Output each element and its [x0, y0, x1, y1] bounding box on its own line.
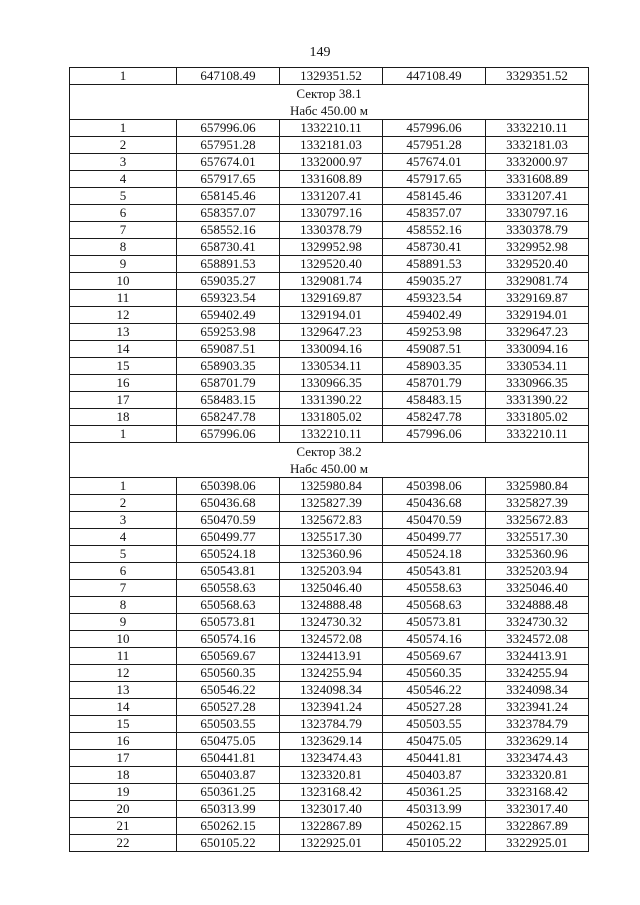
y-local-coordinate-cell: 3323629.14	[486, 733, 589, 750]
x-local-coordinate-cell: 450313.99	[383, 801, 486, 818]
y-local-coordinate-cell: 3324888.48	[486, 597, 589, 614]
x-coordinate-cell: 650361.25	[177, 784, 280, 801]
table-row	[70, 188, 589, 205]
x-local-coordinate-cell: 450403.87	[383, 767, 486, 784]
x-coordinate-cell: 650568.63	[177, 597, 280, 614]
point-number-cell: 10	[70, 631, 177, 648]
x-local-coordinate-cell: 447108.49	[383, 68, 486, 85]
table-row	[70, 222, 589, 239]
x-local-coordinate-cell: 459253.98	[383, 324, 486, 341]
y-coordinate-cell: 1329520.40	[280, 256, 383, 273]
table-row	[70, 137, 589, 154]
point-number-cell: 9	[70, 614, 177, 631]
x-coordinate-cell: 650105.22	[177, 835, 280, 852]
x-local-coordinate-cell: 450398.06	[383, 478, 486, 495]
x-local-coordinate-cell: 458483.15	[383, 392, 486, 409]
point-number-cell: 17	[70, 750, 177, 767]
section-title: Сектор 38.2	[296, 444, 362, 459]
x-local-coordinate-cell: 450524.18	[383, 546, 486, 563]
table-row	[70, 750, 589, 767]
point-number-cell: 16	[70, 733, 177, 750]
table-row	[70, 120, 589, 137]
x-coordinate-cell: 657996.06	[177, 120, 280, 137]
y-local-coordinate-cell: 3325517.30	[486, 529, 589, 546]
x-local-coordinate-cell: 457951.28	[383, 137, 486, 154]
y-local-coordinate-cell: 3332000.97	[486, 154, 589, 171]
point-number-cell: 8	[70, 597, 177, 614]
point-number-cell: 19	[70, 784, 177, 801]
point-number-cell: 15	[70, 358, 177, 375]
table-row	[70, 392, 589, 409]
point-number-cell: 2	[70, 137, 177, 154]
y-coordinate-cell: 1324888.48	[280, 597, 383, 614]
y-coordinate-cell: 1325672.83	[280, 512, 383, 529]
y-coordinate-cell: 1332210.11	[280, 426, 383, 443]
x-coordinate-cell: 658891.53	[177, 256, 280, 273]
y-local-coordinate-cell: 3323320.81	[486, 767, 589, 784]
y-coordinate-cell: 1331805.02	[280, 409, 383, 426]
y-coordinate-cell: 1322925.01	[280, 835, 383, 852]
table-row	[70, 68, 589, 85]
table-row	[70, 290, 589, 307]
y-coordinate-cell: 1325046.40	[280, 580, 383, 597]
y-local-coordinate-cell: 3330966.35	[486, 375, 589, 392]
y-coordinate-cell: 1325827.39	[280, 495, 383, 512]
x-coordinate-cell: 658247.78	[177, 409, 280, 426]
x-coordinate-cell: 650403.87	[177, 767, 280, 784]
x-local-coordinate-cell: 450573.81	[383, 614, 486, 631]
point-number-cell: 1	[70, 120, 177, 137]
table-row	[70, 580, 589, 597]
table-row	[70, 546, 589, 563]
y-coordinate-cell: 1324572.08	[280, 631, 383, 648]
x-coordinate-cell: 657951.28	[177, 137, 280, 154]
x-coordinate-cell: 650573.81	[177, 614, 280, 631]
y-local-coordinate-cell: 3331805.02	[486, 409, 589, 426]
table-row	[70, 614, 589, 631]
point-number-cell: 18	[70, 767, 177, 784]
table-row	[70, 631, 589, 648]
y-coordinate-cell: 1323474.43	[280, 750, 383, 767]
y-coordinate-cell: 1325517.30	[280, 529, 383, 546]
table-row	[70, 375, 589, 392]
point-number-cell: 12	[70, 307, 177, 324]
x-coordinate-cell: 658483.15	[177, 392, 280, 409]
x-coordinate-cell: 657996.06	[177, 426, 280, 443]
x-coordinate-cell: 658145.46	[177, 188, 280, 205]
y-coordinate-cell: 1325980.84	[280, 478, 383, 495]
table-row	[70, 307, 589, 324]
table-row	[70, 273, 589, 290]
x-local-coordinate-cell: 458903.35	[383, 358, 486, 375]
y-local-coordinate-cell: 3332181.03	[486, 137, 589, 154]
x-coordinate-cell: 650543.81	[177, 563, 280, 580]
y-local-coordinate-cell: 3325203.94	[486, 563, 589, 580]
x-coordinate-cell: 650574.16	[177, 631, 280, 648]
y-coordinate-cell: 1323941.24	[280, 699, 383, 716]
point-number-cell: 3	[70, 512, 177, 529]
y-coordinate-cell: 1323784.79	[280, 716, 383, 733]
point-number-cell: 22	[70, 835, 177, 852]
point-number-cell: 15	[70, 716, 177, 733]
x-coordinate-cell: 650475.05	[177, 733, 280, 750]
x-coordinate-cell: 650499.77	[177, 529, 280, 546]
y-coordinate-cell: 1330378.79	[280, 222, 383, 239]
coordinates-table	[69, 67, 589, 852]
x-coordinate-cell: 650503.55	[177, 716, 280, 733]
y-coordinate-cell: 1330534.11	[280, 358, 383, 375]
y-coordinate-cell: 1330797.16	[280, 205, 383, 222]
x-local-coordinate-cell: 450262.15	[383, 818, 486, 835]
table-row	[70, 818, 589, 835]
point-number-cell: 13	[70, 324, 177, 341]
x-coordinate-cell: 659402.49	[177, 307, 280, 324]
y-local-coordinate-cell: 3325672.83	[486, 512, 589, 529]
point-number-cell: 5	[70, 546, 177, 563]
point-number-cell: 1	[70, 478, 177, 495]
table-row	[70, 835, 589, 852]
y-coordinate-cell: 1325203.94	[280, 563, 383, 580]
x-local-coordinate-cell: 458730.41	[383, 239, 486, 256]
y-local-coordinate-cell: 3329351.52	[486, 68, 589, 85]
section-title: Сектор 38.1	[296, 86, 362, 101]
y-local-coordinate-cell: 3323017.40	[486, 801, 589, 818]
x-local-coordinate-cell: 457996.06	[383, 426, 486, 443]
table-row	[70, 256, 589, 273]
section-header	[70, 443, 589, 478]
x-local-coordinate-cell: 450105.22	[383, 835, 486, 852]
y-coordinate-cell: 1330966.35	[280, 375, 383, 392]
x-coordinate-cell: 659087.51	[177, 341, 280, 358]
point-number-cell: 7	[70, 222, 177, 239]
y-coordinate-cell: 1325360.96	[280, 546, 383, 563]
y-coordinate-cell: 1332181.03	[280, 137, 383, 154]
x-local-coordinate-cell: 459035.27	[383, 273, 486, 290]
x-coordinate-cell: 650569.67	[177, 648, 280, 665]
x-coordinate-cell: 657674.01	[177, 154, 280, 171]
y-coordinate-cell: 1329952.98	[280, 239, 383, 256]
x-coordinate-cell: 650524.18	[177, 546, 280, 563]
y-local-coordinate-cell: 3324098.34	[486, 682, 589, 699]
x-coordinate-cell: 650560.35	[177, 665, 280, 682]
x-coordinate-cell: 650546.22	[177, 682, 280, 699]
table-row	[70, 665, 589, 682]
point-number-cell: 12	[70, 665, 177, 682]
page-number: 149	[309, 45, 331, 60]
point-number-cell: 2	[70, 495, 177, 512]
x-local-coordinate-cell: 458891.53	[383, 256, 486, 273]
y-coordinate-cell: 1323320.81	[280, 767, 383, 784]
y-local-coordinate-cell: 3324255.94	[486, 665, 589, 682]
point-number-cell: 8	[70, 239, 177, 256]
y-local-coordinate-cell: 3330378.79	[486, 222, 589, 239]
point-number-cell: 3	[70, 154, 177, 171]
point-number-cell: 6	[70, 563, 177, 580]
y-local-coordinate-cell: 3331390.22	[486, 392, 589, 409]
y-local-coordinate-cell: 3329520.40	[486, 256, 589, 273]
x-coordinate-cell: 650313.99	[177, 801, 280, 818]
x-coordinate-cell: 658357.07	[177, 205, 280, 222]
point-number-cell: 6	[70, 205, 177, 222]
table-row	[70, 239, 589, 256]
y-local-coordinate-cell: 3331207.41	[486, 188, 589, 205]
point-number-cell: 4	[70, 529, 177, 546]
table-row	[70, 426, 589, 443]
point-number-cell: 11	[70, 290, 177, 307]
x-local-coordinate-cell: 450568.63	[383, 597, 486, 614]
section-header-row	[70, 443, 589, 478]
x-local-coordinate-cell: 457996.06	[383, 120, 486, 137]
table-row	[70, 324, 589, 341]
table-row	[70, 512, 589, 529]
table-row	[70, 682, 589, 699]
y-coordinate-cell: 1324255.94	[280, 665, 383, 682]
table-row	[70, 171, 589, 188]
table-row	[70, 409, 589, 426]
point-number-cell: 9	[70, 256, 177, 273]
y-local-coordinate-cell: 3323941.24	[486, 699, 589, 716]
y-local-coordinate-cell: 3329647.23	[486, 324, 589, 341]
y-local-coordinate-cell: 3323784.79	[486, 716, 589, 733]
point-number-cell: 7	[70, 580, 177, 597]
x-local-coordinate-cell: 450569.67	[383, 648, 486, 665]
x-local-coordinate-cell: 450499.77	[383, 529, 486, 546]
x-coordinate-cell: 650436.68	[177, 495, 280, 512]
y-coordinate-cell: 1324413.91	[280, 648, 383, 665]
y-local-coordinate-cell: 3329194.01	[486, 307, 589, 324]
x-local-coordinate-cell: 450527.28	[383, 699, 486, 716]
x-local-coordinate-cell: 458552.16	[383, 222, 486, 239]
table-row	[70, 767, 589, 784]
x-local-coordinate-cell: 459402.49	[383, 307, 486, 324]
y-local-coordinate-cell: 3332210.11	[486, 426, 589, 443]
y-coordinate-cell: 1329169.87	[280, 290, 383, 307]
table-row	[70, 733, 589, 750]
y-local-coordinate-cell: 3324572.08	[486, 631, 589, 648]
table-row	[70, 648, 589, 665]
x-local-coordinate-cell: 458145.46	[383, 188, 486, 205]
y-coordinate-cell: 1329081.74	[280, 273, 383, 290]
y-coordinate-cell: 1324730.32	[280, 614, 383, 631]
x-coordinate-cell: 659323.54	[177, 290, 280, 307]
point-number-cell: 20	[70, 801, 177, 818]
x-local-coordinate-cell: 458247.78	[383, 409, 486, 426]
table-row	[70, 205, 589, 222]
y-local-coordinate-cell: 3332210.11	[486, 120, 589, 137]
y-coordinate-cell: 1332000.97	[280, 154, 383, 171]
x-coordinate-cell: 659035.27	[177, 273, 280, 290]
x-local-coordinate-cell: 450361.25	[383, 784, 486, 801]
point-number-cell: 14	[70, 699, 177, 716]
x-coordinate-cell: 650527.28	[177, 699, 280, 716]
x-coordinate-cell: 657917.65	[177, 171, 280, 188]
table-row	[70, 784, 589, 801]
y-coordinate-cell: 1323017.40	[280, 801, 383, 818]
table-row	[70, 529, 589, 546]
section-subtitle: Набс 450.00 м	[289, 103, 369, 118]
x-coordinate-cell: 658701.79	[177, 375, 280, 392]
y-local-coordinate-cell: 3325046.40	[486, 580, 589, 597]
x-local-coordinate-cell: 459323.54	[383, 290, 486, 307]
y-local-coordinate-cell: 3325360.96	[486, 546, 589, 563]
x-coordinate-cell: 650470.59	[177, 512, 280, 529]
x-local-coordinate-cell: 457674.01	[383, 154, 486, 171]
y-local-coordinate-cell: 3329081.74	[486, 273, 589, 290]
table-row	[70, 358, 589, 375]
point-number-cell: 14	[70, 341, 177, 358]
x-local-coordinate-cell: 450543.81	[383, 563, 486, 580]
table-row	[70, 478, 589, 495]
x-coordinate-cell: 650441.81	[177, 750, 280, 767]
y-local-coordinate-cell: 3330094.16	[486, 341, 589, 358]
x-coordinate-cell: 659253.98	[177, 324, 280, 341]
y-local-coordinate-cell: 3329952.98	[486, 239, 589, 256]
y-local-coordinate-cell: 3325980.84	[486, 478, 589, 495]
x-coordinate-cell: 647108.49	[177, 68, 280, 85]
x-local-coordinate-cell: 450558.63	[383, 580, 486, 597]
table-row	[70, 495, 589, 512]
y-coordinate-cell: 1323629.14	[280, 733, 383, 750]
x-local-coordinate-cell: 450436.68	[383, 495, 486, 512]
point-number-cell: 13	[70, 682, 177, 699]
x-local-coordinate-cell: 450475.05	[383, 733, 486, 750]
y-local-coordinate-cell: 3325827.39	[486, 495, 589, 512]
y-coordinate-cell: 1322867.89	[280, 818, 383, 835]
x-coordinate-cell: 650262.15	[177, 818, 280, 835]
coordinates-table-body	[70, 68, 589, 852]
section-subtitle: Набс 450.00 м	[289, 461, 369, 476]
y-local-coordinate-cell: 3324730.32	[486, 614, 589, 631]
point-number-cell: 17	[70, 392, 177, 409]
section-header	[70, 85, 589, 120]
point-number-cell: 4	[70, 171, 177, 188]
y-local-coordinate-cell: 3331608.89	[486, 171, 589, 188]
y-coordinate-cell: 1323168.42	[280, 784, 383, 801]
table-row	[70, 716, 589, 733]
x-coordinate-cell: 650558.63	[177, 580, 280, 597]
x-local-coordinate-cell: 457917.65	[383, 171, 486, 188]
y-local-coordinate-cell: 3322867.89	[486, 818, 589, 835]
x-coordinate-cell: 650398.06	[177, 478, 280, 495]
y-coordinate-cell: 1331207.41	[280, 188, 383, 205]
table-row	[70, 597, 589, 614]
y-coordinate-cell: 1331390.22	[280, 392, 383, 409]
y-coordinate-cell: 1330094.16	[280, 341, 383, 358]
y-coordinate-cell: 1329194.01	[280, 307, 383, 324]
x-local-coordinate-cell: 450441.81	[383, 750, 486, 767]
y-coordinate-cell: 1332210.11	[280, 120, 383, 137]
point-number-cell: 5	[70, 188, 177, 205]
x-local-coordinate-cell: 450503.55	[383, 716, 486, 733]
table-row	[70, 699, 589, 716]
y-local-coordinate-cell: 3324413.91	[486, 648, 589, 665]
y-coordinate-cell: 1324098.34	[280, 682, 383, 699]
x-local-coordinate-cell: 450574.16	[383, 631, 486, 648]
table-row	[70, 563, 589, 580]
point-number-cell: 11	[70, 648, 177, 665]
y-local-coordinate-cell: 3323474.43	[486, 750, 589, 767]
y-local-coordinate-cell: 3330534.11	[486, 358, 589, 375]
point-number-cell: 21	[70, 818, 177, 835]
x-local-coordinate-cell: 459087.51	[383, 341, 486, 358]
x-coordinate-cell: 658552.16	[177, 222, 280, 239]
x-local-coordinate-cell: 458357.07	[383, 205, 486, 222]
point-number-cell: 16	[70, 375, 177, 392]
point-number-cell: 1	[70, 426, 177, 443]
point-number-cell: 1	[70, 68, 177, 85]
y-local-coordinate-cell: 3330797.16	[486, 205, 589, 222]
x-local-coordinate-cell: 450546.22	[383, 682, 486, 699]
x-coordinate-cell: 658903.35	[177, 358, 280, 375]
x-coordinate-cell: 658730.41	[177, 239, 280, 256]
x-local-coordinate-cell: 458701.79	[383, 375, 486, 392]
y-coordinate-cell: 1329647.23	[280, 324, 383, 341]
section-header-row	[70, 85, 589, 120]
y-coordinate-cell: 1329351.52	[280, 68, 383, 85]
y-coordinate-cell: 1331608.89	[280, 171, 383, 188]
y-local-coordinate-cell: 3323168.42	[486, 784, 589, 801]
point-number-cell: 10	[70, 273, 177, 290]
y-local-coordinate-cell: 3329169.87	[486, 290, 589, 307]
table-row	[70, 154, 589, 171]
point-number-cell: 18	[70, 409, 177, 426]
y-local-coordinate-cell: 3322925.01	[486, 835, 589, 852]
table-row	[70, 801, 589, 818]
x-local-coordinate-cell: 450560.35	[383, 665, 486, 682]
table-row	[70, 341, 589, 358]
x-local-coordinate-cell: 450470.59	[383, 512, 486, 529]
